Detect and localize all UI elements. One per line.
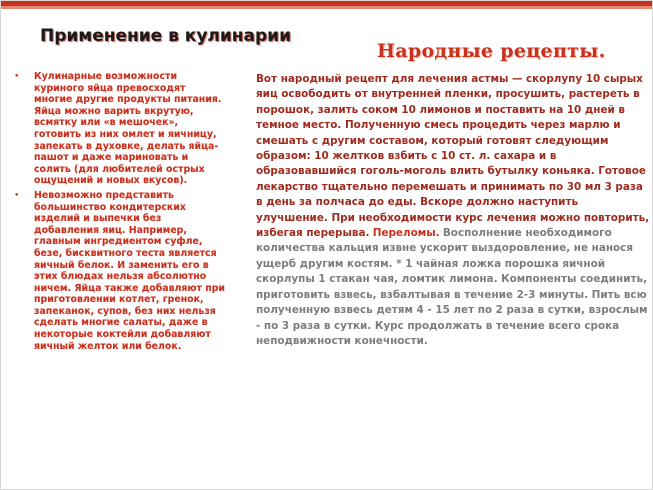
- list-item: [14, 71, 226, 187]
- list-item: [14, 190, 226, 352]
- fractures-label: Переломы.: [372, 227, 440, 240]
- folk-recipes-text: [256, 72, 650, 349]
- bullet-icon: •: [14, 72, 20, 82]
- slide-title: Применение в кулинарии: [40, 26, 291, 46]
- list-item-text: Кулинарные возможности куриного яйца превосходят многие другие продукты питания. Яйца можно варить вкрутую, всмятку или «в мешочек», готовить из них омлет и яичницу, запекать в духовке, делать яйца-пашот и даже мариновать и солить (для любителей острых ощущений и новых вкусов).: [34, 71, 222, 187]
- folk-recipes-heading: Народные рецепты.: [377, 40, 606, 62]
- fractures-recipe-text: Восполнение необходимого количества кальция извне ускорит выздоровление, не нанося ущерб другим костям. * 1 чайная ложка порошка яичной скорлупы 1 стакан чая, ломтик лимона. Компоненты соединить, приготовить взвесь, взбалтывая в течение 2-3 минуты. Пить всю полученную взвесь детям 4 - 15 лет по 2 раза в сутки, взрослым - по 3 раза в сутки. Курс продолжать в течение всего срока неподвижности конечности.: [256, 227, 648, 347]
- list-item-text: Невозможно представить большинство кондитерских изделий и выпечки без добавления яиц. Например, главным ингредиентом суфле, безе, бисквитного теста является яичный белок. И заменить его в этих блюдах нельзя абсолютно ничем. Яйца также добавляют при приготовлении котлет, гренок, запеканок, супов, без них нельзя сделать многие салаты, даже в некоторые коктейли добавляют яичный желток или белок.: [34, 189, 226, 352]
- bullet-icon: •: [14, 190, 20, 201]
- asthma-recipe-text: Вот народный рецепт для лечения астмы — скорлупу 10 сырых яиц освободить от внутренней пленки, просушить, растереть в порошок, залить соком 10 лимонов и поставить на 10 дней в темное место. Полученную смесь процедить через марлю и смешать с другим составом, который готовят следующим образом: 10 желтков взбить с 10 ст. л. сахара и в образовавшийся гоголь-моголь влить бутылку коньяка. Готовое лекарство тщательно перемешать и принимать по 30 мл 3 раза в день за полчаса до еды. Вскоре должно наступить улучшение. При необходимости курс лечения можно повторить, избегая перерыва.: [256, 73, 650, 240]
- culinary-bullet-list: [14, 71, 226, 355]
